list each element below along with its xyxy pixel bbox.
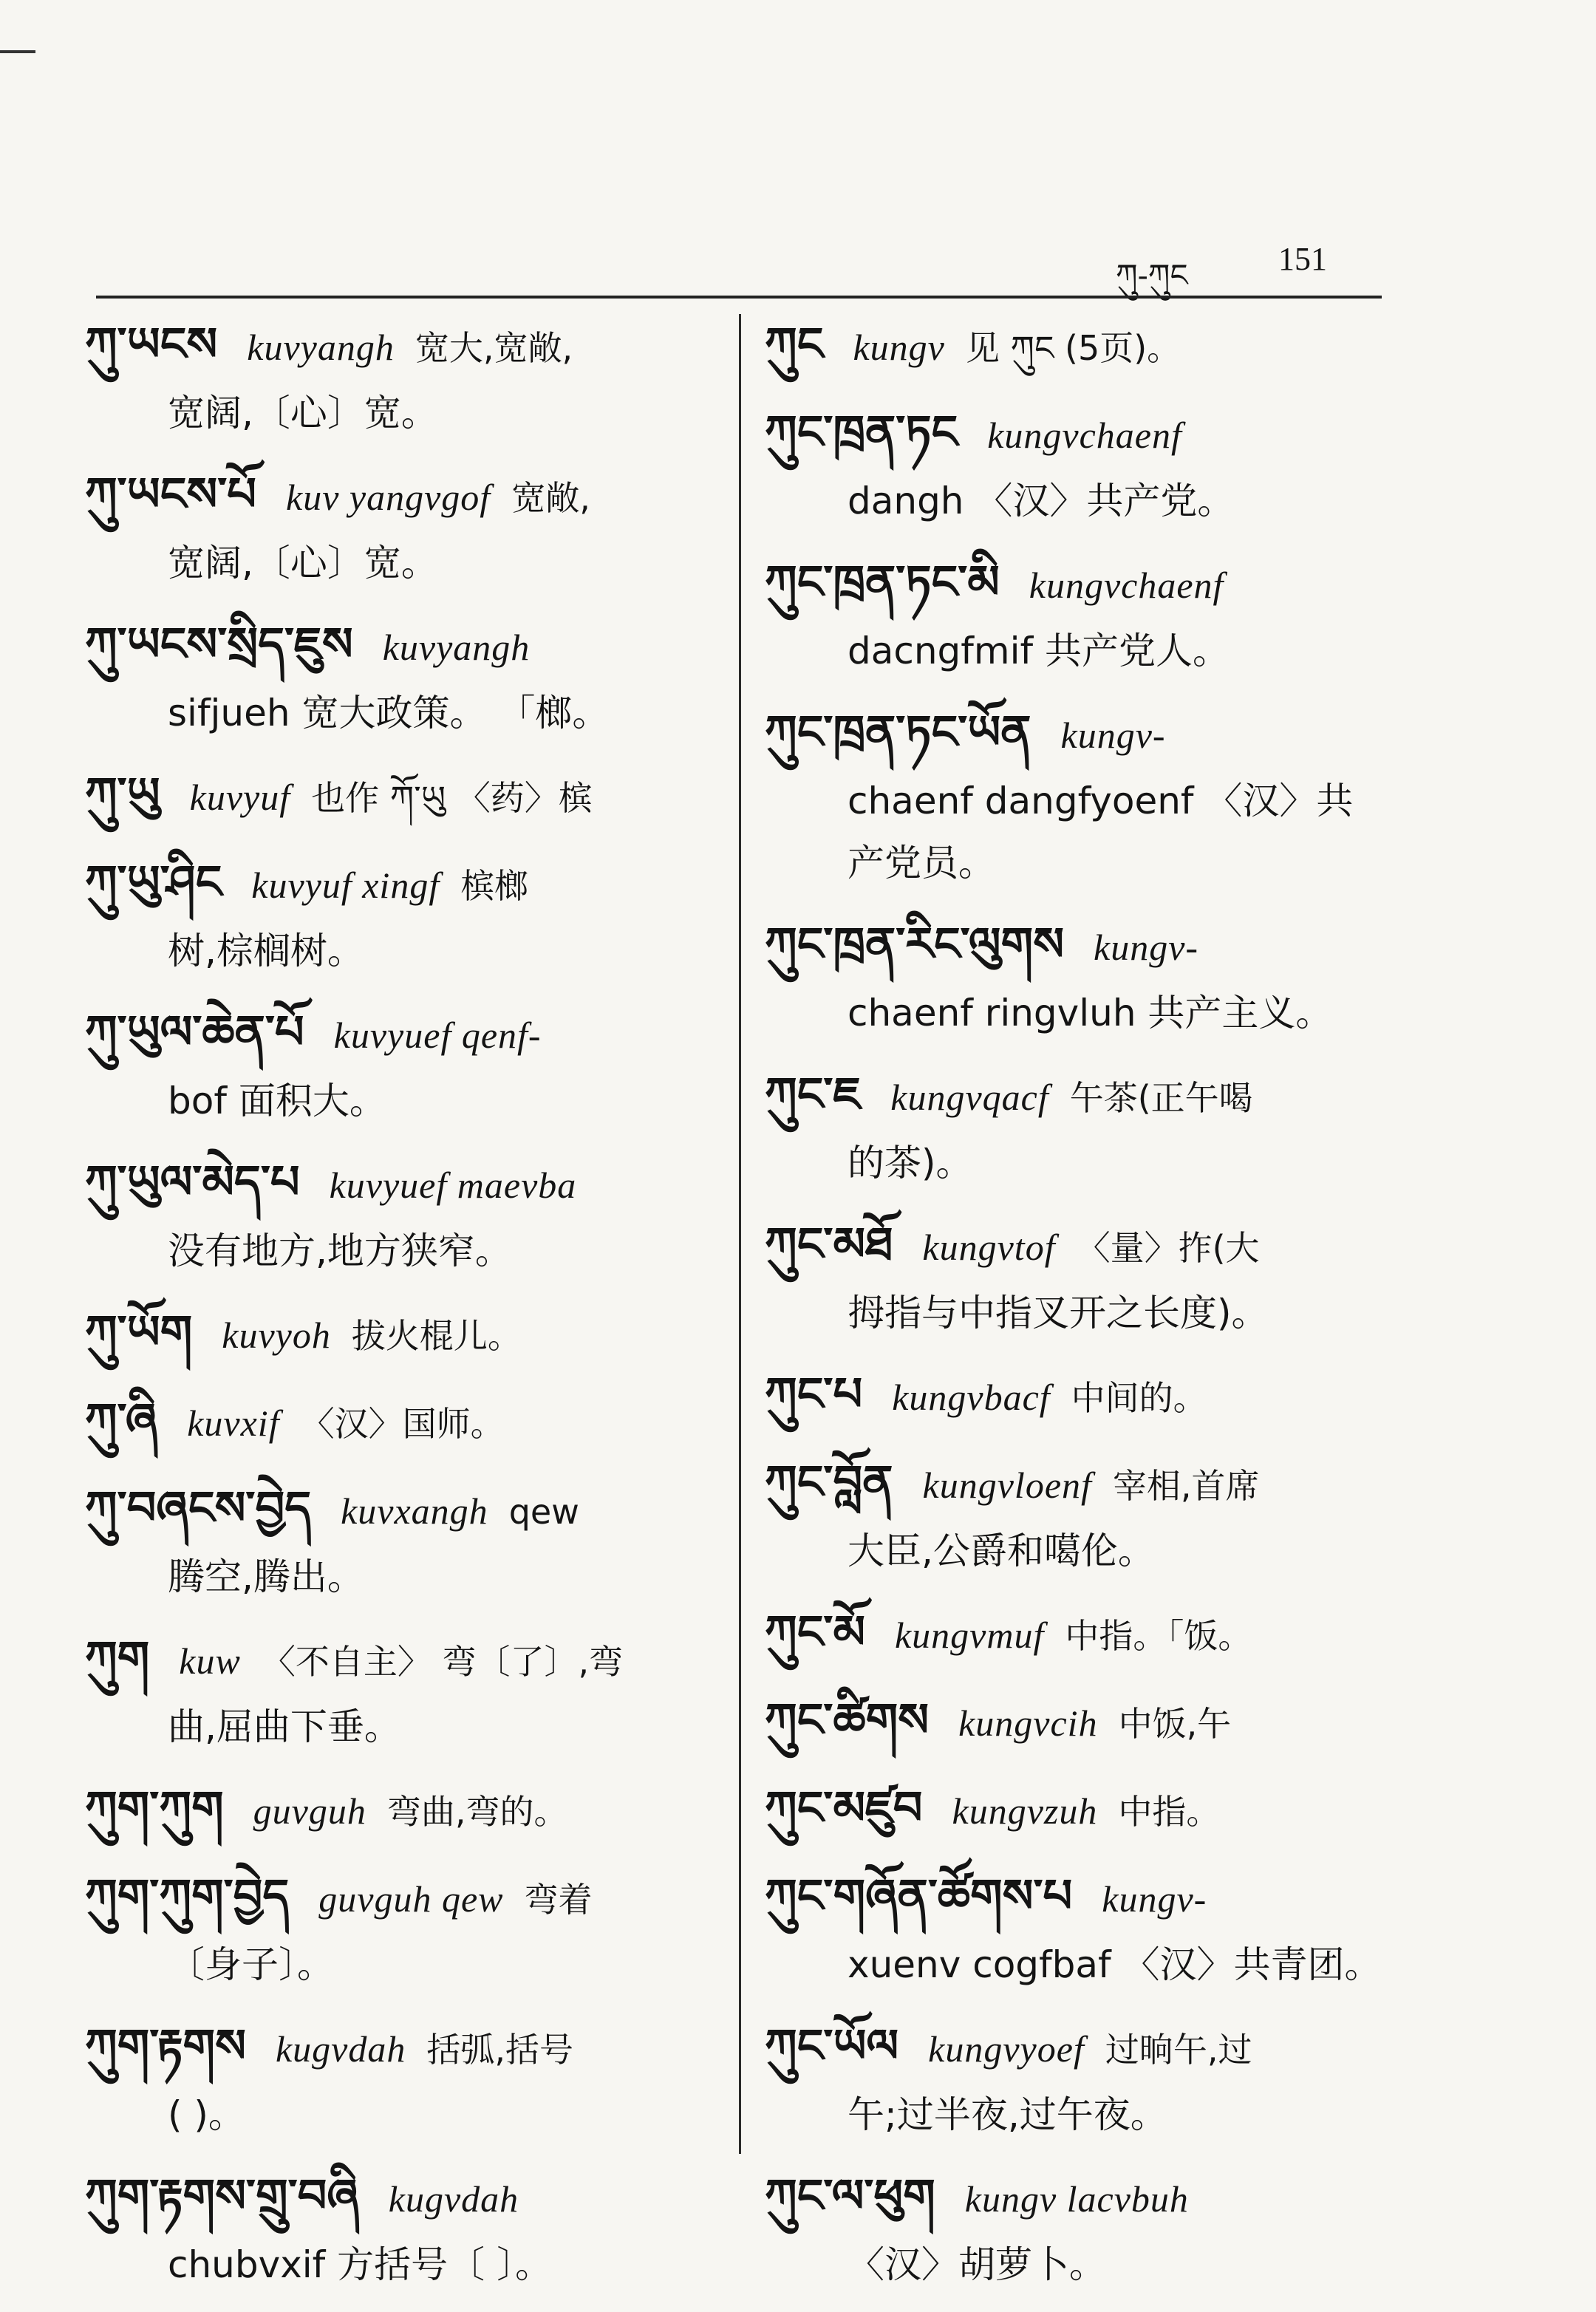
entry-first-line bbox=[85, 2162, 717, 2234]
dictionary-entry bbox=[765, 1448, 1385, 1582]
tibetan-headword: ཀུག་རྟགས bbox=[85, 2019, 246, 2073]
column-divider bbox=[739, 314, 741, 2154]
tibetan-headword: ཀུང་ཚིགས bbox=[765, 1693, 930, 1747]
gloss-continuation: dangh 〈汉〉共产党。 bbox=[848, 480, 1235, 522]
dictionary-entry bbox=[765, 1686, 1385, 1758]
gloss-continuation: 〈汉〉胡萝卜。 bbox=[848, 2243, 1106, 2286]
entry-first-line bbox=[85, 1862, 717, 1934]
tibetan-headword: ཀུ་ཡུལ་མེད་པ bbox=[85, 1155, 300, 1209]
romanization: kuvyuef qenf- bbox=[333, 1015, 542, 1056]
entry-first-line bbox=[765, 2162, 1385, 2234]
tibetan-headword: ཀུག་ཀུག bbox=[85, 1781, 224, 1835]
romanization: kuvyangh bbox=[382, 627, 531, 668]
entry-first-line bbox=[85, 310, 717, 382]
tibetan-headword: ཀུང་མཐོ bbox=[765, 1217, 893, 1271]
tibetan-headword: ཀུ་ཡུ bbox=[85, 767, 160, 821]
tibetan-headword: ཀུང་གཞོན་ཚོགས་པ bbox=[765, 1869, 1073, 1923]
dictionary-entry bbox=[85, 1298, 717, 1370]
entry-first-line bbox=[85, 760, 717, 832]
romanization: guvguh bbox=[253, 1790, 366, 1832]
gloss-continuation: chaenf ringvluh 共产主义。 bbox=[848, 992, 1333, 1034]
romanization: kungvloenf bbox=[922, 1464, 1092, 1506]
romanization: kuvxif bbox=[187, 1402, 280, 1444]
tibetan-headword: ཀུང་མཛུབ bbox=[765, 1781, 923, 1835]
tibetan-headword: ཀུང bbox=[765, 317, 824, 371]
tibetan-headword: ཀུང་ཇ bbox=[765, 1067, 862, 1121]
entry-first-line bbox=[85, 610, 717, 682]
entry-first-line bbox=[85, 998, 717, 1070]
gloss-continuation: bof 面积大。 bbox=[168, 1080, 386, 1122]
entry-first-line bbox=[85, 848, 717, 920]
gloss-continuation: 〔身子〕。 bbox=[168, 1943, 334, 1986]
tibetan-headword: ཀུང་ཁྲན་ཏང bbox=[765, 405, 958, 459]
romanization: kungvmuf bbox=[894, 1614, 1045, 1656]
dictionary-entry bbox=[85, 998, 717, 1132]
tibetan-headword: ཀུང་ལ་ཕུག bbox=[765, 2169, 935, 2223]
romanization: kuvyuf xingf bbox=[251, 865, 440, 906]
gloss-continuation: 午;过半夜,过午夜。 bbox=[848, 2093, 1167, 2136]
romanization: kuvyoh bbox=[222, 1314, 331, 1356]
tibetan-headword: ཀུ་ཡངས bbox=[85, 317, 218, 371]
gloss-continuation: 曲,屈曲下垂。 bbox=[168, 1705, 401, 1748]
entry-first-line bbox=[85, 460, 717, 532]
tibetan-headword: ཀུ་ཡངས་སྲིད་ཇུས bbox=[85, 617, 353, 671]
tibetan-headword: ཀུག་རྟགས་གྲུ་བཞི bbox=[85, 2169, 359, 2223]
gloss-continuation: chubvxif 方括号〔 〕。 bbox=[168, 2243, 553, 2286]
gloss-continuation: 腾空,腾出。 bbox=[168, 1555, 364, 1598]
dictionary-entry bbox=[765, 1598, 1385, 1670]
romanization: kuvyuf bbox=[189, 777, 291, 818]
entry-first-line bbox=[765, 1774, 1385, 1846]
entry-first-line bbox=[765, 2012, 1385, 2084]
romanization: kungv- bbox=[1060, 715, 1166, 756]
gloss: 中间的。 bbox=[1071, 1378, 1207, 1418]
gloss: 括弧,括号 bbox=[426, 2030, 573, 2070]
dictionary-entry bbox=[85, 1862, 717, 1996]
dictionary-entry bbox=[85, 1624, 717, 1758]
gloss: 见 ཀུང (5页)。 bbox=[965, 328, 1181, 368]
entry-first-line bbox=[765, 1598, 1385, 1670]
gloss-continuation: 没有地方,地方狭窄。 bbox=[168, 1230, 512, 1272]
gloss: 〈量〉拃(大 bbox=[1076, 1228, 1260, 1268]
entry-first-line bbox=[85, 2012, 717, 2084]
romanization: kuvyangh bbox=[247, 327, 395, 368]
dictionary-entry bbox=[765, 1862, 1385, 1996]
gloss: 弯着 bbox=[524, 1880, 593, 1920]
dictionary-entry bbox=[765, 310, 1385, 382]
entry-first-line bbox=[85, 1386, 717, 1458]
tibetan-headword: ཀུང་བློན bbox=[765, 1455, 893, 1509]
gloss-continuation: 宽阔,〔心〕宽。 bbox=[168, 542, 438, 584]
dictionary-entry bbox=[765, 1210, 1385, 1344]
gloss-continuation: 的茶)。 bbox=[848, 1142, 973, 1184]
entry-first-line bbox=[765, 1210, 1385, 1282]
entry-first-line bbox=[85, 1774, 717, 1846]
gloss: 拔火棍儿。 bbox=[351, 1316, 522, 1356]
dictionary-entry bbox=[765, 910, 1385, 1044]
entry-first-line bbox=[85, 1148, 717, 1220]
dictionary-entry bbox=[765, 1360, 1385, 1432]
entry-first-line bbox=[765, 910, 1385, 982]
gloss: 弯曲,弯的。 bbox=[386, 1792, 568, 1832]
gloss: 〈不自主〉 弯〔了〕,弯 bbox=[261, 1642, 624, 1682]
gloss: 中饭,午 bbox=[1118, 1704, 1232, 1744]
romanization: kungv- bbox=[1094, 927, 1199, 968]
romanization: kuvxangh bbox=[341, 1490, 488, 1532]
romanization: kuw bbox=[179, 1640, 241, 1682]
entry-first-line bbox=[85, 1298, 717, 1370]
tibetan-headword: ཀུ་ཡུལ་ཆེན་པོ bbox=[85, 1005, 304, 1059]
gloss: 中指。「饭。 bbox=[1065, 1616, 1252, 1656]
dictionary-entry bbox=[85, 1474, 717, 1608]
entry-first-line bbox=[85, 1624, 717, 1696]
tibetan-headword: ཀུང་མོ bbox=[765, 1605, 865, 1659]
dictionary-entry bbox=[85, 760, 717, 832]
gloss-continuation: 树,棕榈树。 bbox=[168, 930, 364, 972]
header-rule bbox=[96, 296, 1382, 299]
gloss: 宰相,首席 bbox=[1112, 1466, 1260, 1506]
gloss-continuation: 拇指与中指叉开之长度)。 bbox=[848, 1292, 1269, 1334]
tibetan-headword: ཀུ་ཡུ་ཤིང bbox=[85, 855, 222, 909]
romanization: kungv- bbox=[1102, 1878, 1207, 1920]
gloss: qew bbox=[508, 1492, 579, 1532]
romanization: kungv bbox=[853, 327, 945, 368]
dictionary-entry bbox=[85, 2012, 717, 2146]
gloss: 宽大,宽敞, bbox=[415, 328, 573, 368]
romanization: kungvchaenf bbox=[987, 415, 1182, 456]
tibetan-headword: ཀུང་པ bbox=[765, 1367, 863, 1421]
romanization: kungv lacvbuh bbox=[964, 2178, 1189, 2220]
tibetan-headword: ཀུང་ཁྲན་རིང་ལུགས bbox=[765, 917, 1065, 971]
entry-first-line bbox=[765, 1862, 1385, 1934]
entry-first-line bbox=[765, 1448, 1385, 1520]
romanization: guvguh qew bbox=[318, 1878, 504, 1920]
gloss-continuation: 大臣,公爵和噶伦。 bbox=[848, 1530, 1155, 1572]
dictionary-entry bbox=[85, 460, 717, 594]
romanization: kungvzuh bbox=[952, 1790, 1098, 1832]
dictionary-entry bbox=[765, 2012, 1385, 2146]
tibetan-headword: ཀུ་ཡངས་པོ bbox=[85, 467, 257, 521]
romanization: kugvdah bbox=[275, 2028, 406, 2070]
entry-first-line bbox=[765, 398, 1385, 470]
entry-first-line bbox=[765, 1686, 1385, 1758]
running-head: ཀུ-ཀུང bbox=[1116, 257, 1188, 293]
dictionary-entry bbox=[85, 1774, 717, 1846]
romanization: kuvyuef maevba bbox=[329, 1164, 577, 1206]
gloss: 槟榔 bbox=[460, 866, 529, 906]
tibetan-headword: ཀུ་ཞི bbox=[85, 1393, 158, 1447]
tibetan-headword: ཀུ་བཞངས་བྱེད bbox=[85, 1481, 312, 1535]
tibetan-headword: ཀུང་ཡོལ bbox=[765, 2019, 899, 2073]
romanization: kungvyoef bbox=[928, 2028, 1085, 2070]
entry-first-line bbox=[765, 310, 1385, 382]
dictionary-entry bbox=[765, 2162, 1385, 2296]
tibetan-headword: ཀུག་ཀུག་བྱེད bbox=[85, 1869, 290, 1923]
tibetan-headword: ཀུང་ཁྲན་ཏང་ཡོན bbox=[765, 705, 1031, 759]
tibetan-headword: ཀུག bbox=[85, 1631, 150, 1685]
right-column bbox=[765, 310, 1385, 2312]
tibetan-headword: ཀུང་ཁྲན་ཏང་མི bbox=[765, 555, 1000, 609]
margin-mark bbox=[0, 50, 35, 53]
romanization: kungvbacf bbox=[892, 1377, 1051, 1418]
gloss: 过晌午,过 bbox=[1105, 2030, 1252, 2070]
gloss: 中指。 bbox=[1118, 1792, 1221, 1832]
dictionary-entry bbox=[85, 1386, 717, 1458]
gloss: 宽敞, bbox=[511, 478, 590, 518]
romanization: kungvtof bbox=[922, 1227, 1056, 1268]
page-number: 151 bbox=[1278, 241, 1327, 277]
entry-first-line bbox=[85, 1474, 717, 1546]
gloss-continuation: ( )。 bbox=[168, 2093, 245, 2136]
gloss-continuation: dacngfmif 共产党人。 bbox=[848, 630, 1230, 672]
dictionary-entry bbox=[85, 610, 717, 744]
dictionary-entry bbox=[765, 1774, 1385, 1846]
gloss: 午茶(正午喝 bbox=[1069, 1078, 1253, 1118]
romanization: kungvqacf bbox=[890, 1077, 1049, 1118]
dictionary-entry bbox=[85, 310, 717, 444]
romanization: kugvdah bbox=[388, 2178, 519, 2220]
left-column bbox=[85, 310, 717, 2312]
gloss-continuation: chaenf dangfyoenf 〈汉〉共产党员。 bbox=[848, 780, 1354, 884]
entry-first-line bbox=[765, 1360, 1385, 1432]
gloss-continuation: sifjueh 宽大政策。 「榔。 bbox=[168, 692, 610, 734]
gloss: 也作 ཀོ་ཡུ 〈药〉槟 bbox=[311, 778, 593, 818]
tibetan-headword: ཀུ་ཡོག bbox=[85, 1305, 193, 1359]
dictionary-entry bbox=[85, 2162, 717, 2296]
romanization: kungvcih bbox=[958, 1702, 1098, 1744]
gloss-continuation: xuenv cogfbaf 〈汉〉共青团。 bbox=[848, 1943, 1382, 1986]
dictionary-entry bbox=[85, 848, 717, 982]
entry-first-line bbox=[765, 548, 1385, 620]
dictionary-entry bbox=[765, 548, 1385, 682]
dictionary-entry bbox=[765, 698, 1385, 894]
gloss: 〈汉〉国师。 bbox=[300, 1404, 505, 1444]
dictionary-entry bbox=[85, 1148, 717, 1282]
entry-first-line bbox=[765, 1060, 1385, 1132]
entry-first-line bbox=[765, 698, 1385, 770]
gloss-continuation: 宽阔,〔心〕宽。 bbox=[168, 392, 438, 434]
romanization: kungvchaenf bbox=[1029, 565, 1224, 606]
dictionary-entry bbox=[765, 1060, 1385, 1194]
dictionary-entry bbox=[765, 398, 1385, 532]
page-header bbox=[1108, 240, 1404, 292]
romanization: kuv yangvgof bbox=[286, 477, 491, 518]
